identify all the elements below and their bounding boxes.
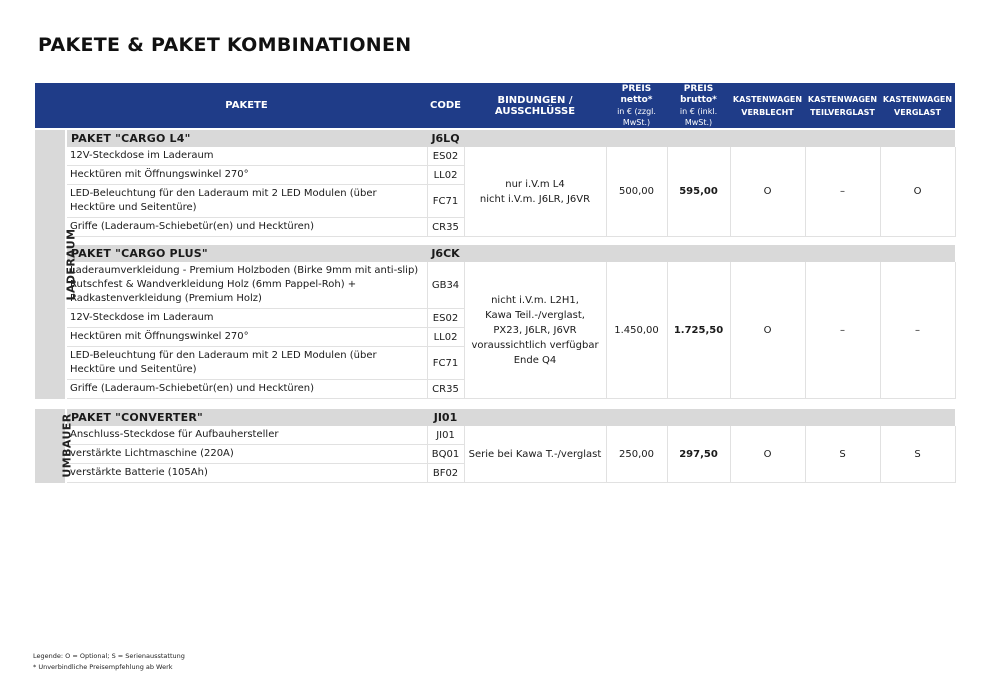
availability-teilverglast: – — [805, 147, 880, 237]
item-code: CR35 — [427, 218, 464, 237]
legend-note: Legende: O = Optional; S = Serienausstattung — [33, 652, 185, 660]
header-kw-verblecht-line2: VERBLECHT — [741, 107, 794, 117]
item-name: Griffe (Laderaum-Schiebetür(en) und Hecktüren) — [66, 218, 427, 237]
item-name: 12V-Steckdose im Laderaum — [66, 309, 427, 328]
section-umbauer — [35, 409, 74, 483]
price-note: * Unverbindliche Preisempfehlung ab Werk — [33, 663, 173, 671]
item-code: FC71 — [427, 185, 464, 218]
header-pakete: PAKETE — [66, 83, 427, 128]
header-kw-teilverglast — [805, 83, 880, 128]
availability-verblecht: O — [730, 262, 805, 399]
preis-brutto-value: 1.725,50 — [667, 262, 730, 399]
header-preis-netto-sub2: MwSt.) — [622, 117, 651, 127]
item-code: ES02 — [427, 309, 464, 328]
header-preis-brutto-sub1: in € (inkl. — [679, 106, 718, 116]
item-name: Hecktüren mit Öffnungswinkel 270° — [66, 328, 427, 347]
bindungen-cell — [464, 147, 606, 237]
package-table — [35, 83, 956, 483]
header-preis-netto-sub1: in € (zzgl. — [617, 106, 656, 116]
page-title: PAKETE & PAKET KOMBINATIONEN — [38, 34, 412, 56]
table-header-row — [35, 83, 955, 128]
bindungen-cell: Serie bei Kawa T.-/verglast — [464, 426, 606, 483]
availability-teilverglast: – — [805, 262, 880, 399]
item-name: Hecktüren mit Öffnungswinkel 270° — [66, 166, 427, 185]
table-row — [35, 147, 955, 166]
header-kw-verblecht-line1: KASTENWAGEN — [732, 94, 803, 104]
item-name: LED-Beleuchtung für den Laderaum mit 2 LED Modulen (über Hecktüre und Seitentüre) — [66, 185, 427, 218]
bindung-line: voraussichtlich verfügbar — [471, 339, 599, 351]
section-laderaum — [35, 130, 78, 399]
item-code: ES02 — [427, 147, 464, 166]
table-row — [35, 426, 955, 445]
header-kw-teil-line1: KASTENWAGEN — [807, 94, 878, 104]
header-kw-teil-line2: TEILVERGLAST — [810, 107, 875, 117]
header-bindungen: BINDUNGEN / AUSSCHLÜSSE — [464, 83, 606, 128]
bindung-line: Ende Q4 — [513, 354, 557, 366]
availability-teilverglast: S — [805, 426, 880, 483]
availability-verglast: S — [880, 426, 955, 483]
item-code: LL02 — [427, 328, 464, 347]
header-code: CODE — [427, 83, 464, 128]
availability-verglast: – — [880, 262, 955, 399]
item-name: Anschluss-Steckdose für Aufbauhersteller — [66, 426, 427, 445]
section-umbauer-label: UMBAUER — [60, 413, 74, 478]
preis-netto-value: 500,00 — [606, 147, 667, 237]
package-header-cargo-l4 — [35, 130, 955, 147]
package-name: PAKET "CONVERTER" — [66, 409, 427, 426]
package-header-converter — [35, 409, 955, 426]
item-name: Laderaumverkleidung - Premium Holzboden (Birke 9mm mit anti-slip) Rutschfest & Wandverkleidung Holz (6mm Pappel-Roh) + Radkastenverkleidung (Premium Holz) — [66, 262, 427, 309]
header-preis-brutto-label: PREIS brutto* — [680, 83, 717, 105]
item-code: BF02 — [427, 464, 464, 483]
bindung-line: nur i.V.m L4 — [505, 178, 565, 190]
package-code: J6CK — [427, 245, 464, 262]
item-name: verstärkte Lichtmaschine (220A) — [66, 445, 427, 464]
header-preis-brutto-sub2: MwSt.) — [684, 117, 713, 127]
package-name: PAKET "CARGO PLUS" — [66, 245, 427, 262]
header-preis-brutto — [667, 83, 730, 128]
availability-verblecht: O — [730, 147, 805, 237]
bindung-line: nicht i.V.m. J6LR, J6VR — [479, 193, 591, 205]
item-code: LL02 — [427, 166, 464, 185]
item-code: BQ01 — [427, 445, 464, 464]
header-kw-verglast-line2: VERGLAST — [894, 107, 941, 117]
package-name: PAKET "CARGO L4" — [66, 130, 427, 147]
item-code: GB34 — [427, 262, 464, 309]
header-preis-netto-label: PREIS netto* — [620, 83, 653, 105]
item-code: FC71 — [427, 347, 464, 380]
bindung-line: nicht i.V.m. L2H1, — [491, 294, 579, 306]
header-kw-verglast-line1: KASTENWAGEN — [882, 94, 953, 104]
package-code: J6LQ — [427, 130, 464, 147]
item-name: verstärkte Batterie (105Ah) — [66, 464, 427, 483]
package-code: JI01 — [427, 409, 464, 426]
header-preis-netto — [606, 83, 667, 128]
table-row — [35, 262, 955, 309]
item-name: LED-Beleuchtung für den Laderaum mit 2 LED Modulen (über Hecktüre und Seitentüre) — [66, 347, 427, 380]
bindung-line: Kawa Teil.-/verglast, — [485, 309, 585, 321]
item-code: JI01 — [427, 426, 464, 445]
package-header-cargo-plus — [35, 245, 955, 262]
header-kw-verblecht — [730, 83, 805, 128]
bindungen-cell — [464, 262, 606, 399]
preis-netto-value: 1.450,00 — [606, 262, 667, 399]
preis-netto-value: 250,00 — [606, 426, 667, 483]
item-name: 12V-Steckdose im Laderaum — [66, 147, 427, 166]
availability-verglast: O — [880, 147, 955, 237]
header-kw-verglast — [880, 83, 955, 128]
bindung-line: PX23, J6LR, J6VR — [493, 324, 577, 336]
preis-brutto-value: 297,50 — [667, 426, 730, 483]
header-side-blank — [35, 83, 66, 128]
item-code: CR35 — [427, 380, 464, 399]
section-laderaum-label: LADERAUM — [64, 228, 78, 301]
preis-brutto-value: 595,00 — [667, 147, 730, 237]
item-name: Griffe (Laderaum-Schiebetür(en) und Hecktüren) — [66, 380, 427, 399]
availability-verblecht: O — [730, 426, 805, 483]
